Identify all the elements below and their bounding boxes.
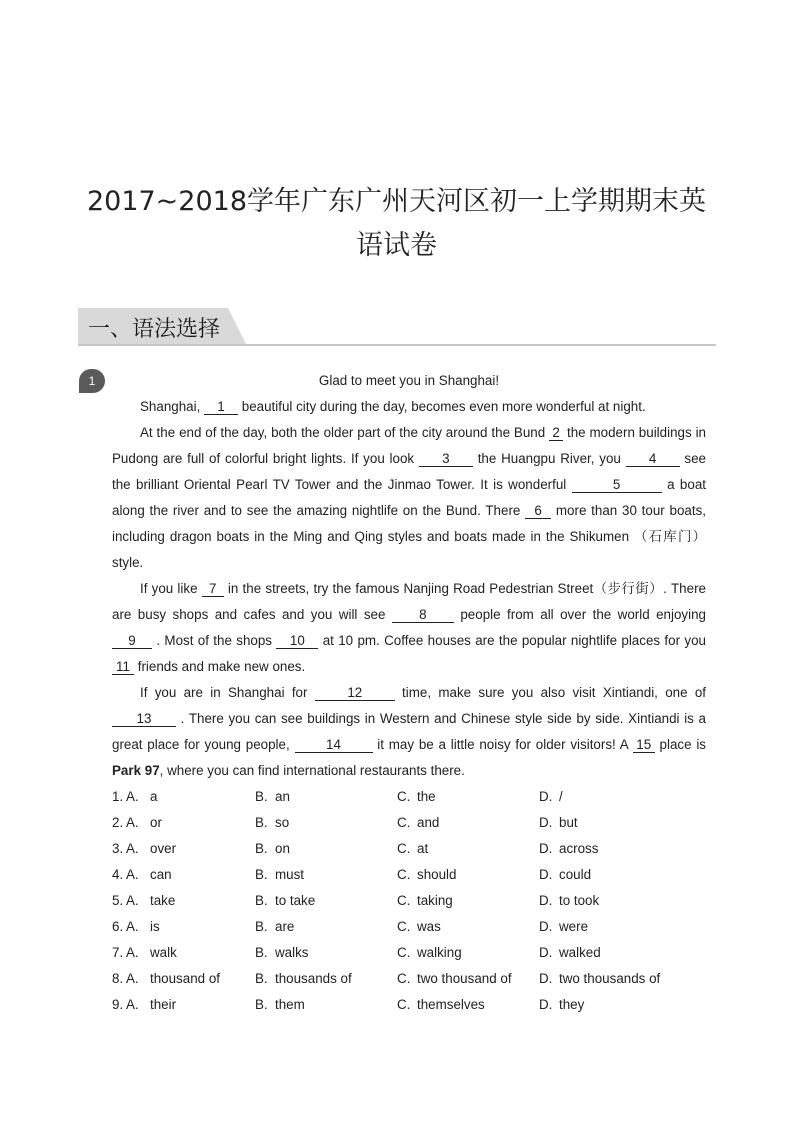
option-c: should — [417, 867, 457, 882]
option-d: could — [559, 867, 592, 882]
option-c: at — [417, 841, 429, 856]
option-letter-b: B. — [255, 971, 268, 986]
blank-2: 2 — [549, 425, 563, 441]
blank-5: 5 — [572, 477, 662, 493]
option-letter-c: C. — [397, 893, 411, 908]
passage-text: At the end of the day, both the older part of the city around the Bund — [140, 425, 550, 440]
option-number: 5. — [112, 893, 124, 908]
option-letter-c: C. — [397, 919, 411, 934]
passage-text: If you are in Shanghai for — [140, 685, 315, 700]
passage-text: in the streets, try the famous Nanjing Road Pedestrian Street（步行街）. There are busy shops and cafes and you will see — [112, 581, 706, 622]
blank-8: 8 — [392, 607, 454, 623]
option-b: an — [275, 789, 290, 804]
blank-10: 10 — [276, 633, 318, 649]
passage-text: friends and make new ones. — [134, 659, 306, 674]
option-b: thousands of — [275, 971, 352, 986]
option-b: them — [275, 997, 305, 1012]
option-a: their — [150, 997, 177, 1012]
option-letter-b: B. — [255, 893, 268, 908]
place-name-bold: Park 97 — [112, 763, 160, 778]
paragraph-1 — [112, 394, 706, 420]
option-number: 3. — [112, 841, 124, 856]
option-a: is — [150, 919, 160, 934]
document-title — [60, 180, 733, 268]
option-letter-c: C. — [397, 945, 411, 960]
option-d: they — [559, 997, 585, 1012]
blank-4: 4 — [626, 451, 680, 467]
question-number-badge: 1 — [79, 369, 105, 393]
passage-text: the Huangpu River, you — [472, 451, 626, 466]
blank-12: 12 — [315, 685, 395, 701]
option-row-5 — [112, 888, 712, 914]
option-letter-a: A. — [126, 945, 139, 960]
blank-13: 13 — [112, 711, 176, 727]
option-number: 8. — [112, 971, 124, 986]
blank-6: 6 — [525, 503, 551, 519]
option-letter-d: D. — [539, 841, 553, 856]
option-letter-b: B. — [255, 997, 268, 1012]
option-b: are — [275, 919, 295, 934]
option-row-6 — [112, 914, 712, 940]
option-letter-c: C. — [397, 841, 411, 856]
passage-text: . There you can see buildings in Western and Chinese style side by side. Xintiandi is a great place for young people, — [112, 711, 706, 752]
option-letter-a: A. — [126, 867, 139, 882]
option-a: walk — [150, 945, 177, 960]
option-letter-d: D. — [539, 815, 553, 830]
blank-9: 9 — [112, 633, 152, 649]
passage-text: place is — [654, 737, 706, 752]
option-a: take — [150, 893, 176, 908]
option-letter-d: D. — [539, 997, 553, 1012]
option-letter-a: A. — [126, 815, 139, 830]
option-letter-d: D. — [539, 893, 553, 908]
passage-text: the modern buildings in Pudong are full of colorful bright lights. If you look — [112, 425, 706, 466]
option-letter-b: B. — [255, 815, 268, 830]
paragraph-3 — [112, 576, 706, 680]
passage-text: , where you can find international restaurants there. — [159, 763, 465, 778]
option-letter-c: C. — [397, 815, 411, 830]
title-line-1: 2017~2018学年广东广州天河区初一上学期期末英 — [86, 186, 707, 217]
option-a: over — [150, 841, 177, 856]
blank-15: 15 — [633, 737, 655, 753]
option-c: and — [417, 815, 440, 830]
passage-title: Glad to meet you in Shanghai! — [318, 373, 500, 388]
option-number: 1. — [112, 789, 124, 804]
option-letter-d: D. — [539, 867, 553, 882]
option-row-4 — [112, 862, 712, 888]
option-b: on — [275, 841, 290, 856]
option-letter-c: C. — [397, 867, 411, 882]
option-b: must — [275, 867, 305, 882]
title-line-2: 语试卷 — [356, 230, 437, 261]
option-a: can — [150, 867, 172, 882]
option-row-8 — [112, 966, 712, 992]
passage-text: it may be a little noisy for older visitors! A — [372, 737, 633, 752]
option-number: 7. — [112, 945, 124, 960]
option-letter-a: A. — [126, 919, 139, 934]
blank-7: 7 — [202, 581, 224, 597]
option-d: / — [559, 789, 563, 804]
passage-text: time, make sure you also visit Xintiandi, one of — [394, 685, 706, 700]
option-letter-c: C. — [397, 971, 411, 986]
option-letter-d: D. — [539, 789, 553, 804]
option-letter-a: A. — [126, 841, 139, 856]
reading-passage — [112, 368, 706, 784]
passage-text: If you like — [140, 581, 202, 596]
section-title: 一、语法选择 — [88, 317, 221, 342]
option-letter-a: A. — [126, 971, 139, 986]
passage-text: people from all over the world enjoying — [453, 607, 706, 622]
option-row-7 — [112, 940, 712, 966]
option-a: a — [150, 789, 158, 804]
option-d: across — [559, 841, 599, 856]
option-b: to take — [275, 893, 316, 908]
paragraph-4 — [112, 680, 706, 784]
blank-3: 3 — [419, 451, 473, 467]
option-c: was — [417, 919, 441, 934]
passage-text: at 10 pm. Coffee houses are the popular nightlife places for you — [318, 633, 707, 648]
option-row-1 — [112, 784, 712, 810]
option-row-9 — [112, 992, 712, 1018]
option-b: walks — [275, 945, 309, 960]
passage-text: a boat along the river and to see the amazing nightlife on the Bund. There — [112, 477, 706, 518]
option-letter-b: B. — [255, 919, 268, 934]
option-letter-a: A. — [126, 789, 139, 804]
option-a: or — [150, 815, 162, 830]
option-letter-a: A. — [126, 997, 139, 1012]
option-row-3 — [112, 836, 712, 862]
option-letter-d: D. — [539, 971, 553, 986]
option-number: 6. — [112, 919, 124, 934]
option-c: themselves — [417, 997, 485, 1012]
option-d: to took — [559, 893, 600, 908]
section-header — [78, 308, 716, 346]
option-number: 2. — [112, 815, 124, 830]
option-c: two thousand of — [417, 971, 512, 986]
option-letter-b: B. — [255, 841, 268, 856]
answer-options — [112, 784, 712, 1018]
option-c: taking — [417, 893, 453, 908]
option-d: walked — [559, 945, 601, 960]
option-c: the — [417, 789, 436, 804]
option-letter-d: D. — [539, 919, 553, 934]
paragraph-2 — [112, 420, 706, 576]
passage-text: beautiful city during the day, becomes even more wonderful at night. — [238, 399, 646, 414]
option-d: were — [559, 919, 589, 934]
blank-11: 11 — [112, 659, 134, 675]
option-b: so — [275, 815, 290, 830]
option-letter-c: C. — [397, 997, 411, 1012]
passage-text: see the brilliant Oriental Pearl TV Tower and the Jinmao Tower. It is wonderful — [112, 451, 707, 492]
option-d: but — [559, 815, 578, 830]
option-a: thousand of — [150, 971, 220, 986]
option-letter-c: C. — [397, 789, 411, 804]
passage-text: Shanghai, — [140, 399, 205, 414]
blank-1: 1 — [204, 399, 238, 415]
passage-text: more than 30 tour boats, including dragon boats in the Ming and Qing styles and boats made in the Shikumen （石库门） style. — [112, 503, 706, 570]
option-letter-d: D. — [539, 945, 553, 960]
option-letter-b: B. — [255, 945, 268, 960]
option-letter-a: A. — [126, 893, 139, 908]
option-letter-b: B. — [255, 789, 268, 804]
option-c: walking — [417, 945, 462, 960]
option-number: 4. — [112, 867, 124, 882]
option-letter-b: B. — [255, 867, 268, 882]
option-number: 9. — [112, 997, 124, 1012]
blank-14: 14 — [295, 737, 373, 753]
passage-text: . Most of the shops — [152, 633, 277, 648]
option-row-2 — [112, 810, 712, 836]
option-d: two thousands of — [559, 971, 661, 986]
